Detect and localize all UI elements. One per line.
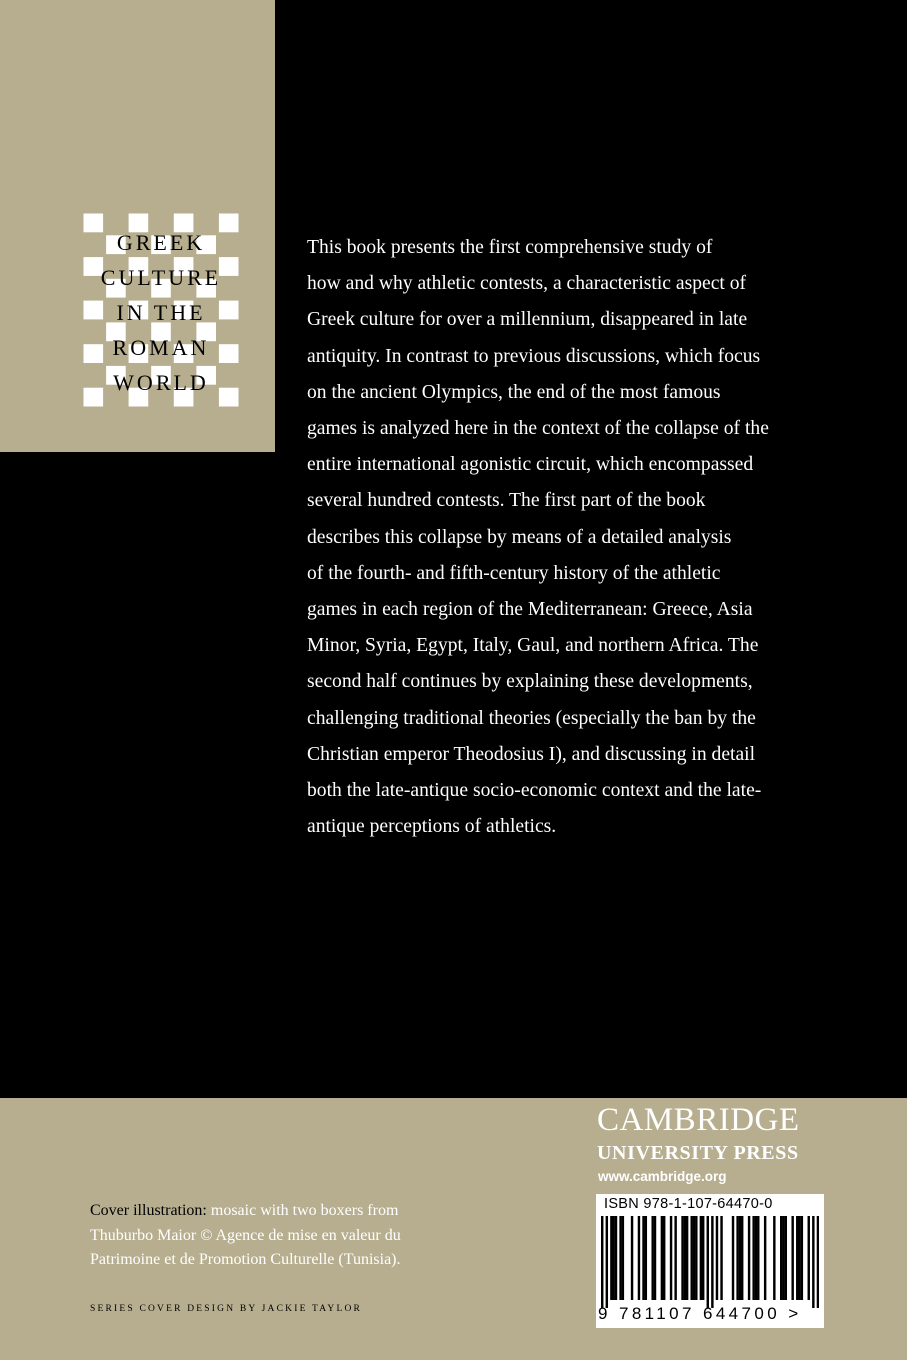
barcode-bar <box>796 1216 798 1300</box>
barcode-bar <box>702 1216 704 1300</box>
description-line: several hundred contests. The first part of the book <box>307 490 706 512</box>
description-line: antiquity. In contrast to previous discussions, which focus <box>307 345 761 367</box>
description-line: games is analyzed here in the context of the collapse of the <box>307 418 769 440</box>
barcode-bar <box>812 1216 814 1308</box>
description-line: antique perceptions of athletics. <box>307 816 557 838</box>
barcode-bar <box>808 1216 810 1300</box>
barcode-bar <box>684 1216 686 1300</box>
series-title-line: WORLD <box>113 370 209 395</box>
barcode-bar <box>798 1216 800 1300</box>
barcode-bar <box>791 1216 793 1300</box>
barcode-bar <box>720 1216 722 1300</box>
barcode-bar <box>817 1216 819 1308</box>
series-title-line: IN THE <box>116 300 206 325</box>
series-panel <box>0 0 275 452</box>
barcode-bar <box>741 1216 743 1300</box>
description-line: Greek culture for over a millennium, disappeared in late <box>307 309 748 331</box>
description-line: games in each region of the Mediterranean: Greece, Asia <box>307 599 753 621</box>
barcode-bar <box>619 1216 621 1300</box>
barcode-bar <box>755 1216 757 1300</box>
series-title-line: CULTURE <box>100 265 222 290</box>
barcode-bar <box>782 1216 784 1300</box>
barcode-bar <box>716 1216 718 1300</box>
credit-label: Cover illustration: <box>90 1202 207 1219</box>
barcode-bar <box>674 1216 676 1300</box>
barcode-bar <box>612 1216 614 1300</box>
description-line: describes this collapse by means of a detailed analysis <box>307 526 732 548</box>
series-design-credit: SERIES COVER DESIGN BY JACKIE TAYLOR <box>90 1304 363 1314</box>
barcode-bar <box>663 1216 665 1300</box>
barcode-bar <box>606 1216 608 1308</box>
barcode-bar <box>686 1216 688 1300</box>
series-logo <box>82 212 240 408</box>
description-line: This book presents the first comprehensive study of <box>307 237 713 258</box>
barcode-bar <box>707 1216 709 1308</box>
publisher-name: CAMBRIDGE <box>597 1102 800 1138</box>
barcode-bar <box>642 1216 644 1300</box>
barcode-bar <box>615 1216 617 1300</box>
description-line: entire international agonistic circuit, which encompassed <box>307 454 754 476</box>
barcode-bar <box>748 1216 750 1300</box>
barcode-bar <box>700 1216 702 1300</box>
book-description <box>307 230 847 845</box>
barcode-bar <box>638 1216 640 1300</box>
barcode-bar <box>711 1216 713 1308</box>
barcode-digits: 9 781107 644700 > <box>598 1304 802 1323</box>
barcode-bar <box>801 1216 803 1300</box>
barcode-bar <box>757 1216 759 1300</box>
barcode-bar <box>645 1216 647 1300</box>
series-title-line: ROMAN <box>112 335 210 360</box>
barcode-bar <box>736 1216 738 1300</box>
series-title-line: GREEK <box>116 230 206 255</box>
credit-line <box>90 1199 510 1224</box>
publisher-press: UNIVERSITY PRESS <box>597 1142 799 1164</box>
barcode-bar <box>654 1216 656 1300</box>
description-line: on the ancient Olympics, the end of the most famous <box>307 381 721 403</box>
barcode-bar <box>601 1216 603 1308</box>
description-line: Minor, Syria, Egypt, Italy, Gaul, and northern Africa. The <box>307 635 759 657</box>
barcode-bar <box>661 1216 663 1300</box>
barcode-bar <box>681 1216 683 1300</box>
cover-credit <box>90 1199 510 1273</box>
description-line: challenging traditional theories (especially the ban by the <box>307 707 756 729</box>
barcode-bar <box>651 1216 653 1300</box>
barcode-bar <box>780 1216 782 1300</box>
description-line: how and why athletic contests, a characteristic aspect of <box>307 273 747 295</box>
barcode-bar <box>631 1216 633 1300</box>
barcode-bar <box>693 1216 695 1300</box>
barcode-bar <box>610 1216 612 1300</box>
barcode-bar <box>773 1216 775 1300</box>
barcode-bar <box>695 1216 697 1300</box>
isbn-label: ISBN 978-1-107-64470-0 <box>604 1196 773 1212</box>
barcode-bar <box>670 1216 672 1300</box>
description-line: of the fourth- and fifth-century history of the athletic <box>307 562 721 584</box>
barcode-icon <box>601 1216 819 1308</box>
credit-line: Patrimoine et de Promotion Culturelle (Tunisia). <box>90 1251 401 1268</box>
barcode-bar <box>690 1216 692 1300</box>
description-line: both the late-antique socio-economic context and the late- <box>307 780 762 802</box>
barcode-bar <box>785 1216 787 1300</box>
description-line: second half continues by explaining these developments, <box>307 671 753 693</box>
barcode-box <box>596 1194 824 1328</box>
publisher-url: www.cambridge.org <box>598 1169 727 1184</box>
credit-line: Thuburbo Maior © Agence de mise en valeur du <box>90 1226 401 1244</box>
description-line: Christian emperor Theodosius I), and discussing in detail <box>307 743 756 765</box>
barcode-bar <box>764 1216 766 1300</box>
credit-text: mosaic with two boxers from <box>206 1202 399 1219</box>
barcode-bar <box>752 1216 754 1300</box>
barcode-bar <box>739 1216 741 1300</box>
barcode-bar <box>732 1216 734 1300</box>
barcode-bar <box>622 1216 624 1300</box>
